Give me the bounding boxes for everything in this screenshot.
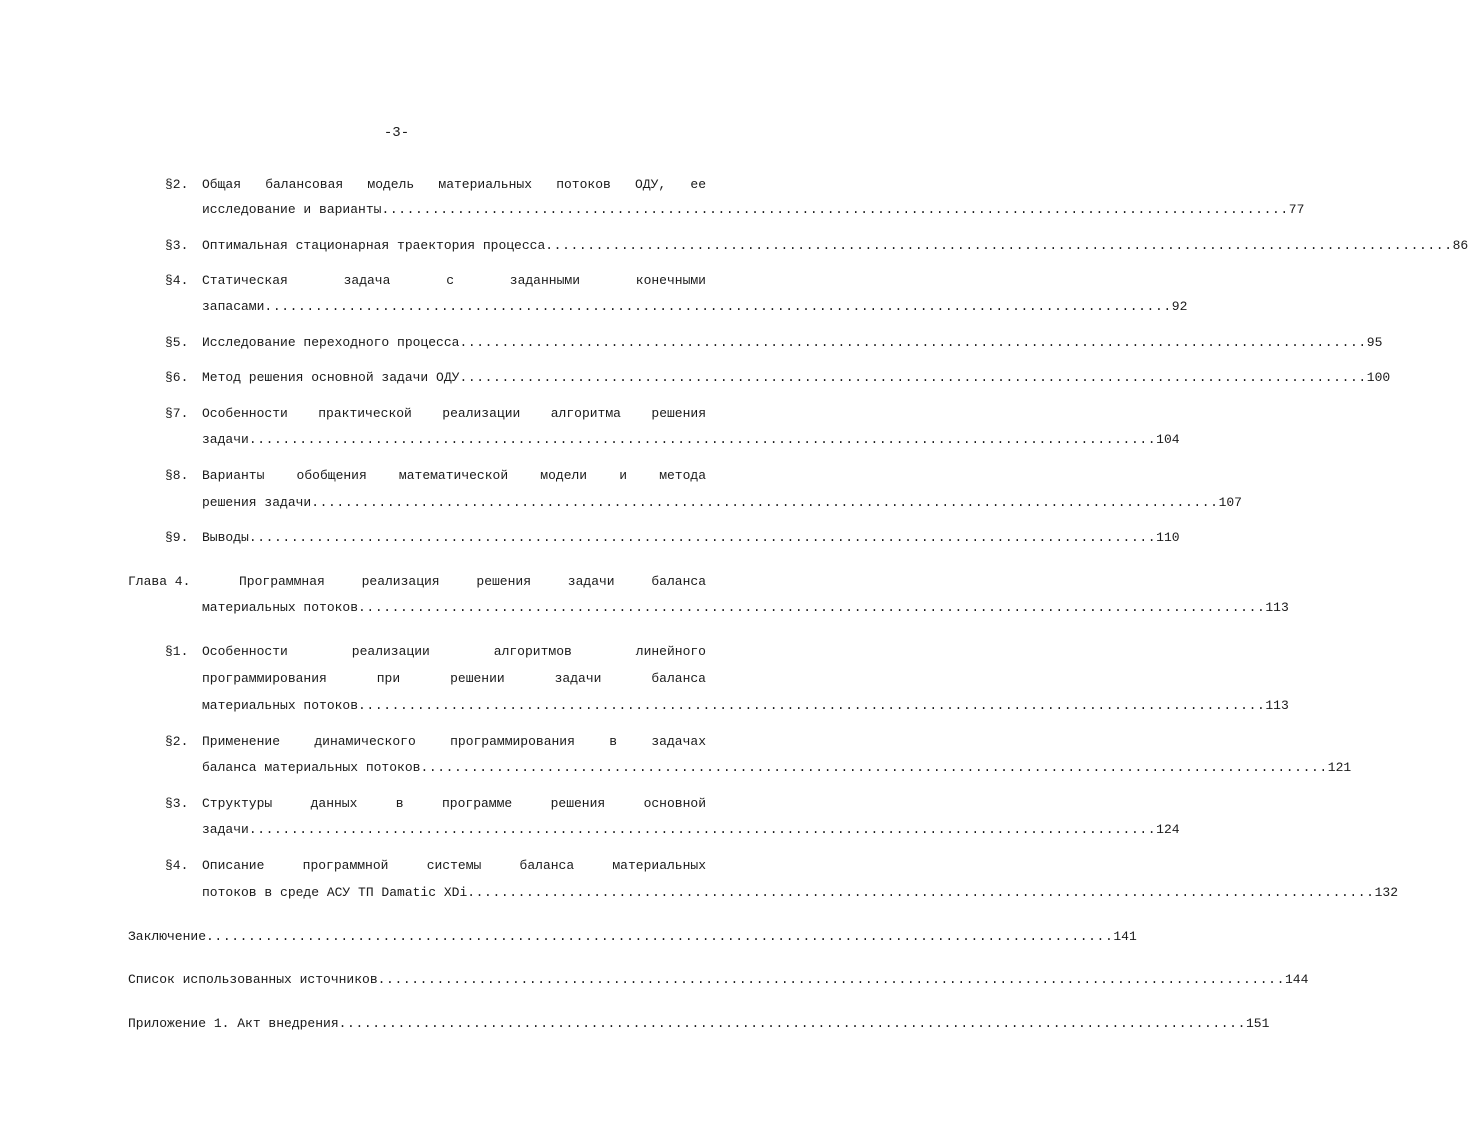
toc-entry-page: 92 [1171,299,1188,314]
toc-entry-references [128,971,1309,989]
dot-leader: ............................................................................................................ [358,600,1266,615]
toc-entry-leader-line [202,369,1391,387]
toc-entry-page: 113 [1265,698,1289,713]
toc-entry-title: Приложение 1. Акт внедрения [128,1016,339,1031]
dot-leader: ............................................................................................................ [311,495,1219,510]
toc-entry-number: §4. [165,273,189,288]
dot-leader: ............................................................................................................ [264,299,1172,314]
toc-entry-leader-line [202,529,1180,547]
toc-entry-leader-line [202,201,1305,219]
toc-entry-page: 100 [1366,370,1391,385]
toc-entry-title-cont: программирования при решении задачи баланса [202,671,706,686]
toc-entry-number: §7. [165,406,189,421]
dot-leader: ............................................................................................................ [338,1016,1246,1031]
dot-leader: ............................................................................................................ [381,202,1289,217]
dot-leader: ............................................................................................................ [459,335,1367,350]
toc-entry-leader-line [202,884,1398,902]
dot-leader: ............................................................................................................ [248,822,1157,837]
toc-entry-leader-line [202,599,1289,617]
dot-leader: ............................................................................................................ [467,885,1375,900]
toc-entry-number: §8. [165,468,189,483]
toc-entry-page: 121 [1327,760,1352,775]
toc-entry-title: Список использованных источников [128,972,378,987]
chapter-title-cont: материальных потоков [202,600,359,615]
toc-entry-page: 95 [1366,335,1383,350]
dot-leader: ............................................................................................................ [206,929,1114,944]
toc-entry-title: Структуры данных в программе решения основной [202,796,706,811]
toc-entry-title-cont: материальных потоков [202,698,359,713]
toc-entry-title: Особенности практической реализации алгоритма решения [202,406,706,421]
toc-entry-title-cont: запасами [202,299,265,314]
toc-entry-page: 107 [1218,495,1242,510]
toc-entry-page: 144 [1284,972,1309,987]
dot-leader: ............................................................................................................ [377,972,1285,987]
toc-entry-leader-line [202,334,1383,352]
dot-leader: ............................................................................................................ [459,370,1367,385]
dot-leader: ............................................................................................................ [358,698,1266,713]
toc-entry-appendix [128,1015,1270,1033]
toc-entry-page: 132 [1374,885,1398,900]
toc-entry-title: Описание программной системы баланса материальных [202,858,706,873]
toc-entry-title: Особенности реализации алгоритмов линейного [202,644,706,659]
toc-entry-title: Применение динамического программирования в задачах [202,734,706,749]
dot-leader: ............................................................................................................ [420,760,1328,775]
toc-entry-leader-line [202,759,1352,777]
toc-entry-number: §2. [165,177,189,192]
toc-entry-number: §2. [165,734,189,749]
dot-leader: ............................................................................................................ [545,238,1453,253]
toc-entry-page: 124 [1156,822,1180,837]
toc-entry-leader-line [202,821,1180,839]
toc-entry-number: §3. [165,238,189,253]
toc-entry-title-cont: задачи [202,822,249,837]
dot-leader: ............................................................................................................ [248,530,1157,545]
toc-entry-number: §5. [165,335,189,350]
toc-entry-leader-line [202,697,1289,715]
toc-entry-title: Выводы [202,530,249,545]
toc-entry-number: §3. [165,796,189,811]
toc-entry-title-cont: баланса материальных потоков [202,760,421,775]
chapter-number: Глава 4. [128,574,191,589]
toc-entry-title: Исследование переходного процесса [202,335,460,350]
toc-entry-title-cont: задачи [202,432,249,447]
toc-entry-number: §6. [165,370,189,385]
toc-entry-leader-line [202,237,1468,255]
toc-entry-conclusion [128,928,1137,946]
toc-entry-title-cont: решения задачи [202,495,312,510]
toc-entry-title-cont: потоков в среде АСУ ТП Damatic XDi [202,885,468,900]
toc-entry-page: 104 [1156,432,1180,447]
toc-entry-page: 86 [1452,238,1468,253]
toc-entry-title: Метод решения основной задачи ОДУ [202,370,460,385]
toc-entry-page: 77 [1288,202,1305,217]
toc-entry-title: Общая балансовая модель материальных потоков ОДУ, ее [202,177,706,192]
toc-entry-page: 151 [1245,1016,1270,1031]
toc-entry-title: Оптимальная стационарная траектория процесса [202,238,546,253]
page-number: -3- [383,125,410,141]
toc-entry-leader-line [202,431,1180,449]
toc-entry-title-cont: исследование и варианты [202,202,382,217]
toc-entry-title: Варианты обобщения математической модели и метода [202,468,706,483]
chapter-title: Программная реализация решения задачи баланса [239,574,706,589]
toc-entry-number: §4. [165,858,189,873]
toc-entry-page: 141 [1113,929,1137,944]
toc-entry-page: 113 [1265,600,1289,615]
toc-entry-leader-line [202,494,1242,512]
toc-entry-page: 110 [1156,530,1180,545]
toc-entry-number: §1. [165,644,189,659]
toc-entry-title: Заключение [128,929,207,944]
dot-leader: ............................................................................................................ [248,432,1157,447]
toc-entry-leader-line [202,298,1188,316]
toc-entry-number: §9. [165,530,189,545]
toc-entry-title: Статическая задача с заданными конечными [202,273,706,288]
